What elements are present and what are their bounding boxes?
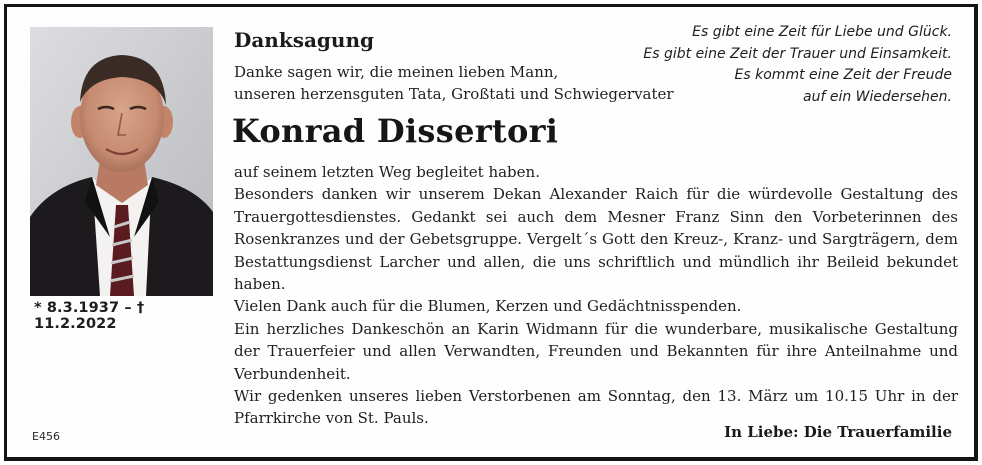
intro-line: unseren herzensguten Tata, Großtati und Schwiegervater bbox=[234, 85, 674, 103]
thanks-body bbox=[234, 161, 958, 430]
portrait-photo-icon bbox=[30, 27, 213, 296]
poem-line: Es gibt eine Zeit der Trauer und Einsamkeit. bbox=[643, 45, 952, 62]
intro-line: Danke sagen wir, die meinen lieben Mann, bbox=[234, 63, 559, 81]
ad-code: E456 bbox=[32, 430, 60, 443]
poem bbox=[612, 22, 952, 108]
signoff: In Liebe: Die Trauerfamilie bbox=[724, 423, 952, 441]
deceased-name: Konrad Dissertori bbox=[232, 112, 559, 150]
portrait-photo bbox=[30, 27, 213, 296]
body-paragraph: Besonders danken wir unserem Dekan Alexander Raich für die würdevolle Gestaltung des Trauergottesdienstes. Gedankt sei auch dem Mesner Franz Sinn den Vorbeterinnen des Rosenkranzes und der Gebetsgruppe. Vergelt´s Gott den Kreuz-, Kranz- und Sargträgern, dem Bestattungsdienst Larcher und allen, die uns schriftlich und mündlich ihr Beileid bekundet haben. bbox=[234, 185, 958, 294]
body-paragraph: auf seinem letzten Weg begleitet haben. bbox=[234, 163, 540, 181]
body-paragraph: Wir gedenken unseres lieben Verstorbenen am Sonntag, den 13. März um 10.15 Uhr in der Pfarrkirche von St. Pauls. bbox=[234, 387, 958, 428]
poem-line: Es kommt eine Zeit der Freude bbox=[734, 67, 952, 83]
poem-line: Es gibt eine Zeit für Liebe und Glück. bbox=[692, 24, 952, 40]
life-dates: * 8.3.1937 – † 11.2.2022 bbox=[34, 300, 145, 332]
poem-line: auf ein Wiedersehen. bbox=[803, 88, 952, 105]
body-paragraph: Vielen Dank auch für die Blumen, Kerzen und Gedächtnisspenden. bbox=[234, 297, 742, 316]
body-paragraph: Ein herzliches Dankeschön an Karin Widmann für die wunderbare, musikalische Gestaltung der Trauerfeier und allen Verwandten, Freunden und Bekannten für ihre Anteilnahme und Verbundenheit. bbox=[234, 319, 958, 383]
intro-text bbox=[234, 61, 674, 105]
heading-danksagung: Danksagung bbox=[234, 28, 374, 52]
